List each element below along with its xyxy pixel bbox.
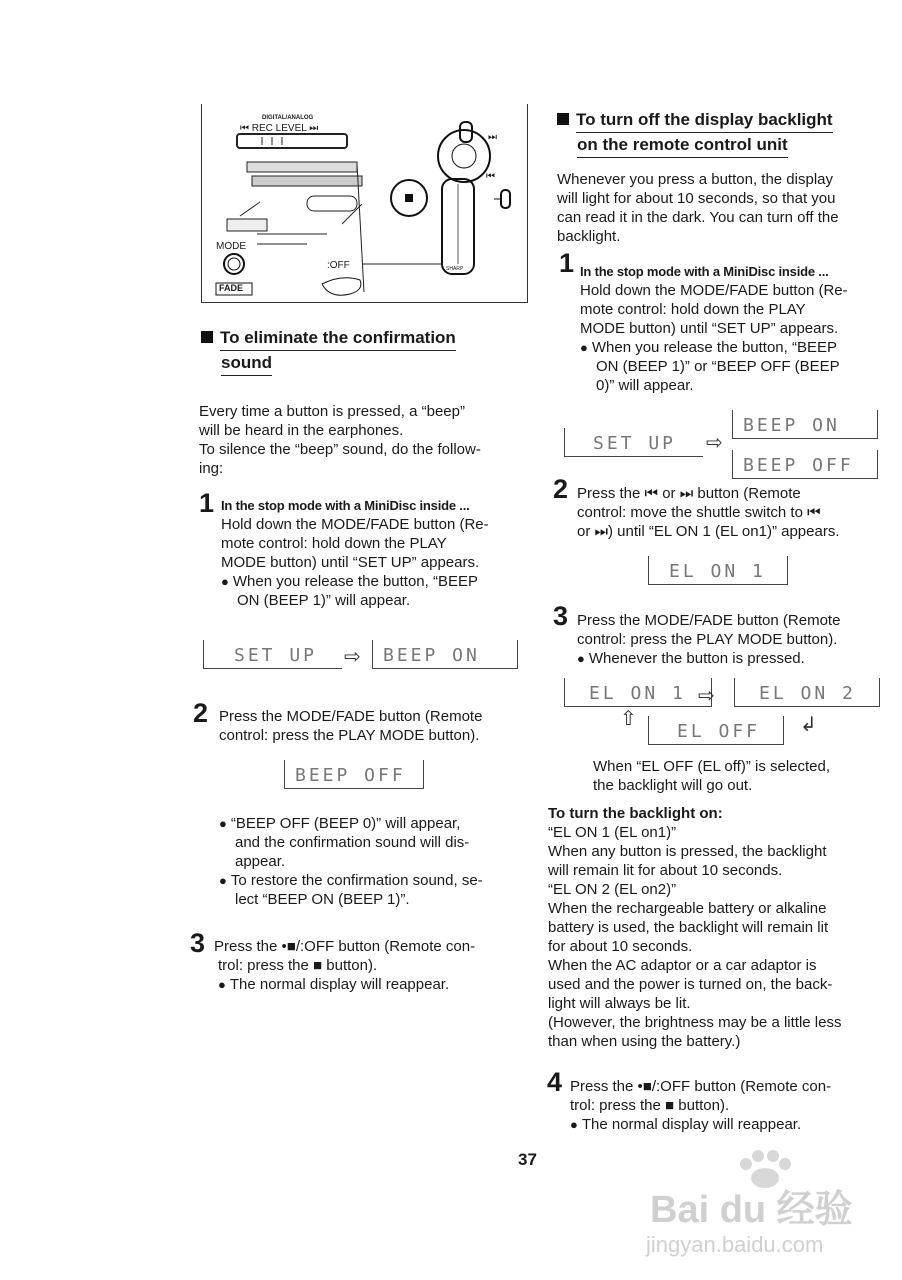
right-step4-number: 4 [547,1067,563,1097]
backlight-line: used and the power is turned on, the back- [548,976,833,993]
right-heading [557,108,887,158]
heading-bullet-icon [557,113,569,125]
lcd-text: EL ON 1 [669,561,766,582]
right-step1-bullet: ● When you release the button, “BEEP [580,338,885,357]
backlight-line: “EL ON 2 (EL on2)” [548,881,677,898]
device-figure [201,104,528,303]
backlight-line: light will always be lit. [548,995,691,1012]
left-step2-bullets [219,814,529,909]
right-lcd-el-on-1 [648,556,788,585]
right-step1-line: 0)” will appear. [596,377,694,394]
left-step2-line: lect “BEEP ON (BEEP 1)”. [235,891,410,908]
label-off: :OFF [327,260,350,271]
backlight-line: When any button is pressed, the backlight [548,843,827,860]
arrow-right-icon: ⇨ [344,646,361,668]
left-intro [199,402,529,478]
right-lcd-el-on-1b [564,678,712,707]
right-step4-line: trol: press the ■ button). [570,1097,730,1114]
left-step1-bullet: ● When you release the button, “BEEP [237,572,526,591]
label-mode: MODE [216,241,246,252]
right-lcd-el-off [648,716,784,745]
left-step1-lead: In the stop mode with a MiniDisc inside ... [221,498,470,513]
left-step3 [214,937,529,994]
left-step2-line: and the confirmation sound will dis- [235,834,470,851]
left-step1-line: ON (BEEP 1)” will appear. [237,592,411,609]
backlight-line: than when using the battery.) [548,1033,741,1050]
backlight-line: When the rechargeable battery or alkaline [548,900,827,917]
right-step3-note-line: the backlight will go out. [593,777,753,794]
right-intro [557,170,887,246]
right-step1-line: MODE button) until “SET UP” appears. [580,320,839,337]
right-heading-line2: on the remote control unit [577,133,788,158]
right-step2-line: or ⏭) until “EL ON 1 (EL on1)” appears. [577,523,840,540]
left-step2-number: 2 [193,698,209,728]
left-step3-bullet: ● The normal display will reappear. [218,975,529,994]
page-number: 37 [518,1150,537,1169]
left-step2-line: appear. [235,853,286,870]
backlight-on-section [548,804,888,1051]
backlight-line: (However, the brightness may be a little less [548,1014,842,1031]
lcd-text: EL OFF [677,721,761,742]
right-step1-number: 1 [559,248,575,278]
right-lcd-beep-on [732,410,878,439]
baidu-watermark [646,1150,890,1270]
right-step1-line: Hold down the MODE/FADE button (Re- [580,282,848,299]
lcd-text: BEEP ON [383,645,480,666]
left-lcd-beep-on [372,640,518,669]
left-step1-line: MODE button) until “SET UP” appears. [221,554,480,571]
right-heading-line1: To turn off the display backlight [576,108,833,133]
right-step4-bullet: ● The normal display will reappear. [570,1115,885,1134]
right-intro-line: can read it in the dark. You can turn off the [557,209,839,226]
lcd-text: BEEP OFF [295,765,406,786]
right-step3-number: 3 [553,601,569,631]
right-step3-line: control: press the PLAY MODE button). [577,631,838,648]
right-step2-line: control: move the shuttle switch to ⏮ [577,504,821,521]
left-step2-line: Press the MODE/FADE button (Remote [219,708,483,725]
left-heading [201,326,527,376]
left-heading-line2: sound [221,351,272,376]
label-remote-brand: SHARP [446,266,464,272]
lcd-text: EL ON 1 [589,683,686,704]
right-step3-bullet: ● Whenever the button is pressed. [577,649,887,668]
arrow-right-icon: ⇨ [698,685,715,707]
right-step1-line: ON (BEEP 1)” or “BEEP OFF (BEEP [596,358,840,375]
label-rec-level: ⏮ REC LEVEL ⏭ [240,123,319,134]
backlight-line: battery is used, the backlight will remain lit [548,919,829,936]
left-step2-bullet: ● To restore the confirmation sound, se- [219,871,529,890]
left-lcd-set-up [203,640,342,669]
right-step3 [577,611,887,668]
watermark-brand: Bai du 经验 [650,1189,853,1231]
left-step2 [219,707,529,745]
left-intro-line: Every time a button is pressed, a “beep” [199,403,465,420]
figure-prev-icon: ⏮ [486,171,495,182]
left-step1-line: Hold down the MODE/FADE button (Re- [221,516,489,533]
right-intro-line: Whenever you press a button, the display [557,171,833,188]
right-step1 [580,262,885,395]
left-step3-line: trol: press the ■ button). [218,957,378,974]
label-fade: FADE [219,283,244,293]
backlight-line: for about 10 seconds. [548,938,693,955]
arrow-up-return-icon: ⇧ [620,708,637,730]
right-step4 [570,1077,885,1134]
right-step3-note [593,757,888,795]
right-intro-line: will light for about 10 seconds, so that you [557,190,836,207]
right-step3-line: Press the MODE/FADE button (Remote [577,612,841,629]
left-step1-line: mote control: hold down the PLAY [221,535,447,552]
right-step2-line: Press the ⏮ or ⏭ button (Remote [577,485,801,502]
label-digital-analog: DIGITAL/ANALOG [262,115,314,121]
left-intro-line: will be heard in the earphones. [199,422,404,439]
right-intro-line: backlight. [557,228,621,245]
arrow-return-left-icon: ↲ [800,714,817,736]
lcd-text: SET UP [593,433,677,454]
left-heading-line1: To eliminate the confirmation [220,326,456,351]
left-step2-line: control: press the PLAY MODE button). [219,727,480,744]
lcd-text: BEEP OFF [743,455,854,476]
heading-bullet-icon [201,331,213,343]
arrow-right-icon: ⇨ [706,432,723,454]
right-step2-number: 2 [553,474,569,504]
backlight-on-title: To turn the backlight on: [548,805,723,822]
left-step1-number: 1 [199,488,215,518]
watermark-url: jingyan.baidu.com [646,1232,824,1257]
lcd-text: SET UP [234,645,318,666]
left-step3-number: 3 [190,928,206,958]
right-lcd-el-on-2 [734,678,880,707]
figure-next-icon: ⏭ [488,132,497,143]
backlight-line: When the AC adaptor or a car adaptor is [548,957,817,974]
backlight-line: “EL ON 1 (EL on1)” [548,824,677,841]
right-step3-note-line: When “EL OFF (EL off)” is selected, [593,758,831,775]
right-step4-line: Press the •■/:OFF button (Remote con- [570,1078,832,1095]
backlight-line: will remain lit for about 10 seconds. [548,862,783,879]
right-lcd-set-up [564,428,703,457]
lcd-text: EL ON 2 [759,683,856,704]
right-step1-line: mote control: hold down the PLAY [580,301,806,318]
right-step2 [577,484,887,541]
right-lcd-beep-off [732,450,878,479]
left-intro-line: ing: [199,460,224,477]
right-step1-lead: In the stop mode with a MiniDisc inside ... [580,264,829,279]
left-step2-bullet: ● “BEEP OFF (BEEP 0)” will appear, [219,814,529,833]
left-step3-line: Press the •■/:OFF button (Remote con- [214,938,476,955]
left-lcd-beep-off [284,760,424,789]
left-intro-line: To silence the “beep” sound, do the follow- [199,441,481,458]
lcd-text: BEEP ON [743,415,840,436]
left-step1 [221,496,526,610]
